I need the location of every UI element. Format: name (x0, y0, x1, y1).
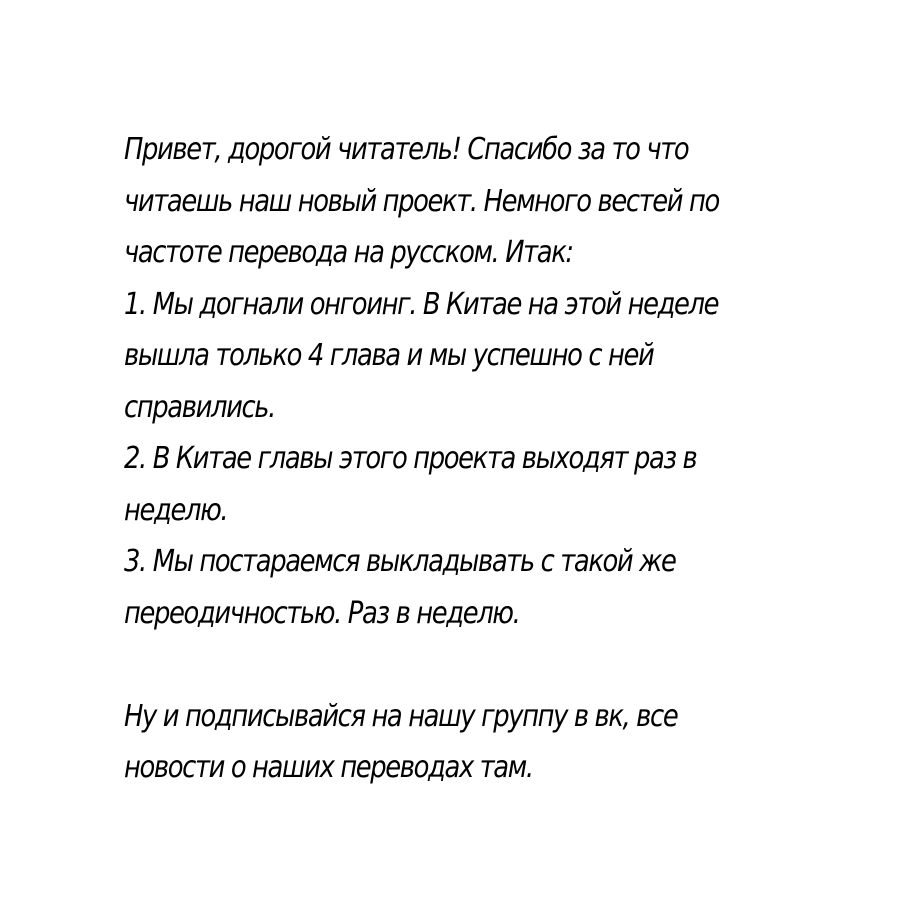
note-line: новости о наших переводах там. (124, 750, 533, 785)
paragraph-gap (124, 639, 726, 691)
note-line: Ну и подписывайся на нашу группу в вк, все (124, 698, 678, 734)
translator-note (124, 124, 726, 794)
note-line: читаешь наш новый проект. Немного вестей по (124, 183, 719, 219)
note-line: неделю. (124, 492, 228, 528)
note-line: Привет, дорогой читатель! Спасибо за то что (124, 132, 689, 167)
note-line: вышла только 4 глава и мы успешно с ней (124, 338, 654, 373)
note-line: справились. (124, 389, 275, 425)
note-line: 2. В Китае главы этого проекта выходят раз в (124, 441, 697, 476)
note-line: 1. Мы догнали онгоинг. В Китае на этой неделе (124, 286, 719, 322)
note-line: 3. Мы постараемся выкладывать с такой же (124, 544, 676, 579)
note-line: частоте перевода на русском. Итак: (124, 235, 573, 270)
note-line: переодичностью. Раз в неделю. (124, 595, 520, 631)
